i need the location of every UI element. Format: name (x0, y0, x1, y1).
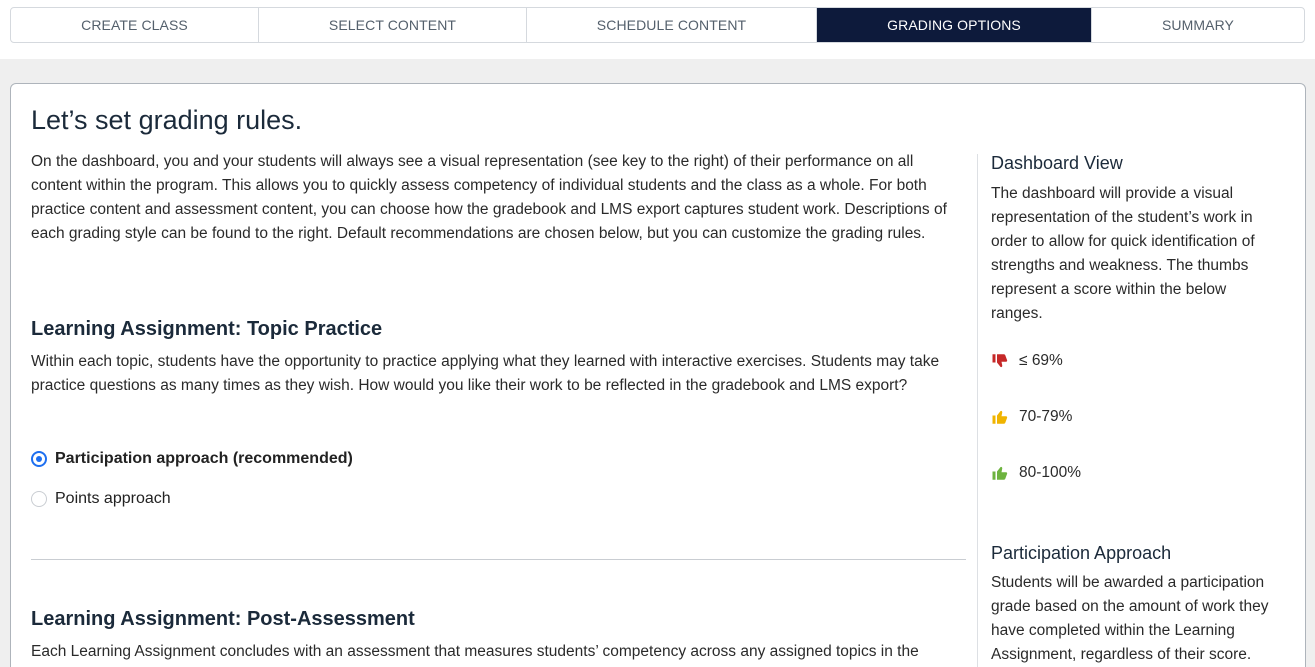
post-assessment-description: Each Learning Assignment concludes with an assessment that measures students’ competency across any assigned topics in the (31, 643, 919, 660)
key-row-mid (991, 408, 1072, 426)
step-grading-options[interactable]: GRADING OPTIONS (817, 8, 1092, 42)
thumbs-down-icon (991, 352, 1009, 370)
key-range-low: ≤ 69% (1019, 352, 1063, 369)
aside-divider (977, 154, 978, 667)
intro-text: On the dashboard, you and your students will always see a visual representation (see key to the right) of their performance on all content within the program. This allows you to quickly assess competency of individual students and the class as a whole. For both practice content and assessment content, you can choose how the gradebook and LMS export captures student work. Descriptions of each grading style can be found to the right. Default recommendations are chosen below, but you can customize the grading rules. (31, 153, 947, 242)
post-assessment-heading: Learning Assignment: Post-Assessment (31, 608, 415, 630)
thumbs-up-icon (991, 464, 1009, 482)
step-create-class[interactable]: CREATE CLASS (11, 8, 259, 42)
key-row-low (991, 352, 1063, 370)
participation-approach-label: Participation approach (recommended) (55, 450, 353, 467)
points-approach-label: Points approach (55, 490, 171, 507)
wizard-step-bar (0, 0, 1315, 59)
participation-approach-option[interactable] (31, 450, 353, 468)
step-schedule-content[interactable]: SCHEDULE CONTENT (527, 8, 817, 42)
thumbs-up-icon (991, 408, 1009, 426)
dashboard-view-text: The dashboard will provide a visual representation of the student’s work in order to allow for quick identification of strengths and weakness. The thumbs represent a score within the below ranges. (991, 185, 1255, 322)
participation-approach-text: Students will be awarded a participation grade based on the amount of work they have completed within the Learning Assignment, regardless of their score. (991, 574, 1269, 663)
points-approach-option[interactable] (31, 490, 171, 508)
step-select-content[interactable]: SELECT CONTENT (259, 8, 527, 42)
page-title: Let’s set grading rules. (31, 105, 303, 135)
step-summary[interactable]: SUMMARY (1161, 17, 1234, 33)
topic-practice-description: Within each topic, students have the opportunity to practice applying what they learned with interactive exercises. Students may take practice questions as many times as they wish. How would you like their work to be reflected in the gradebook and LMS export? (31, 353, 940, 394)
key-range-mid: 70-79% (1019, 408, 1073, 425)
key-row-high (991, 464, 1081, 482)
key-range-high: 80-100% (1019, 464, 1082, 481)
dashboard-view-heading: Dashboard View (991, 153, 1123, 173)
participation-approach-heading: Participation Approach (991, 543, 1172, 563)
section-divider (31, 559, 966, 560)
wizard-steps (10, 7, 1305, 43)
points-approach-radio[interactable] (31, 491, 47, 507)
participation-approach-radio[interactable] (31, 451, 47, 467)
topic-practice-heading: Learning Assignment: Topic Practice (31, 318, 383, 340)
grading-options-card (10, 83, 1306, 667)
